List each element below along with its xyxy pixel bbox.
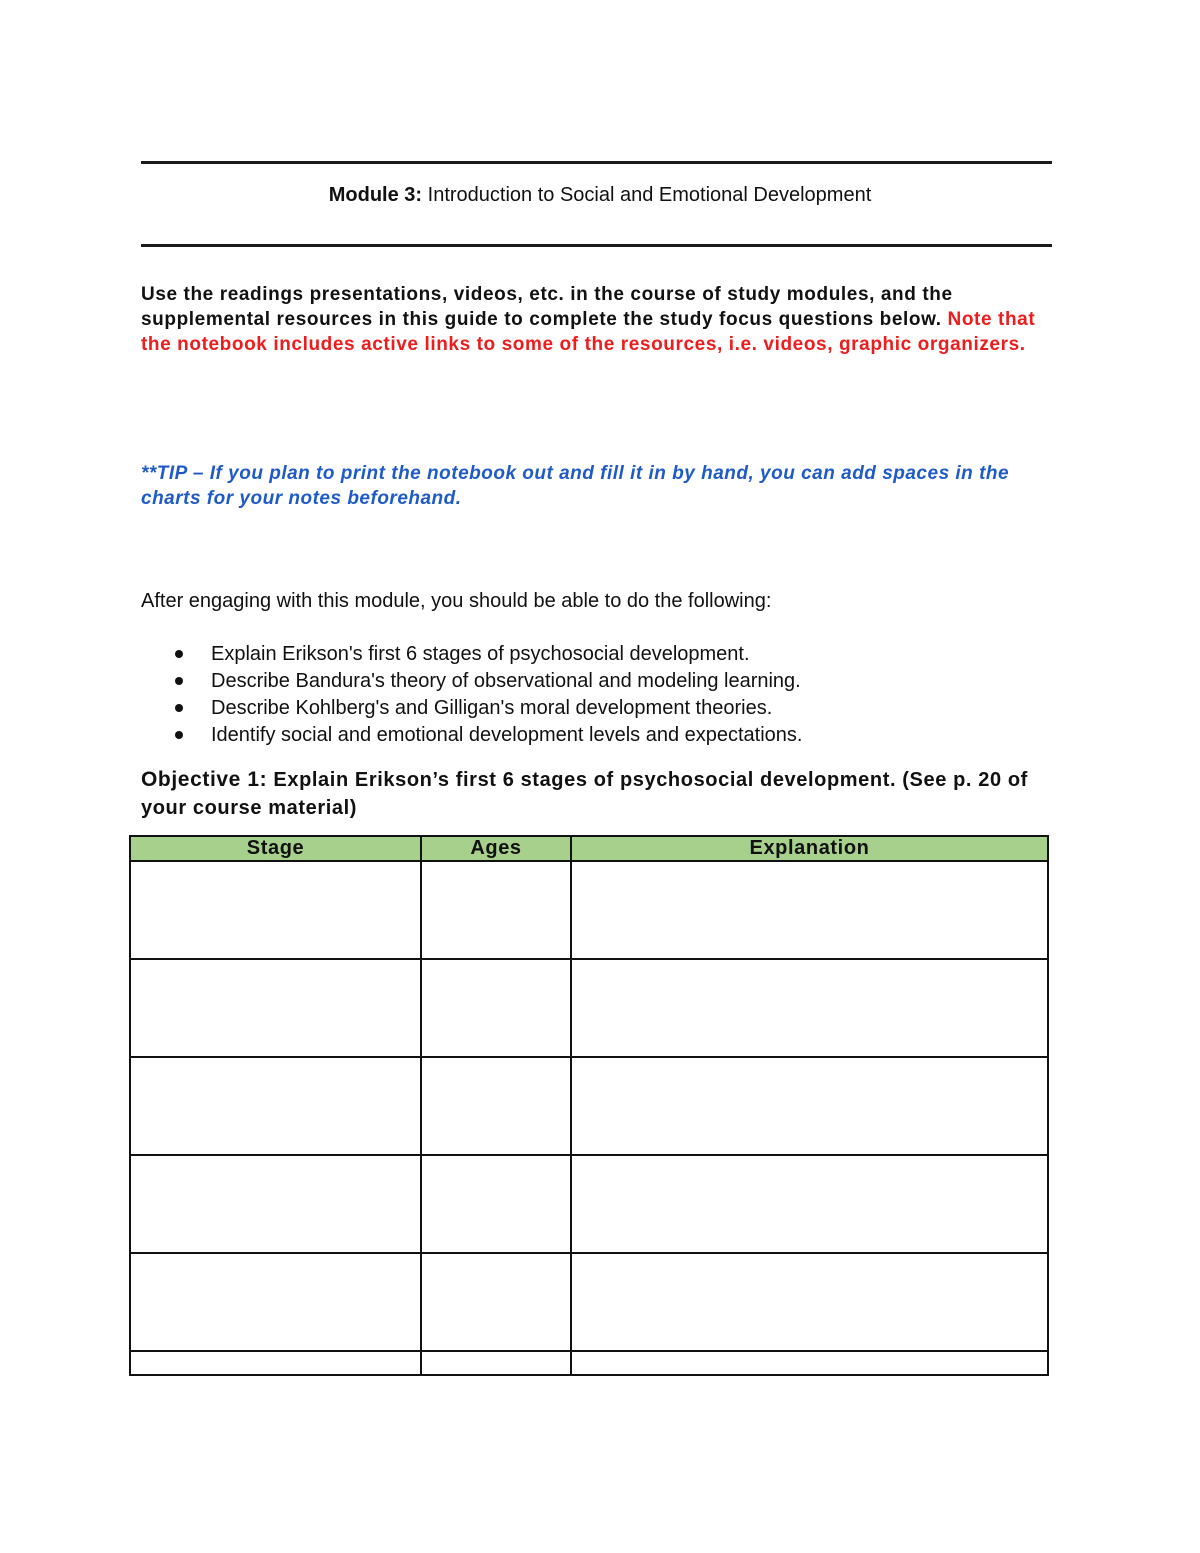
- ages-cell[interactable]: [421, 1253, 571, 1351]
- tip-paragraph: **TIP – If you plan to print the notebook out and fill it in by hand, you can add spaces in the charts for your notes beforehand.: [141, 463, 1010, 509]
- stage-cell[interactable]: [130, 1253, 421, 1351]
- module-label: Module 3:: [328, 184, 423, 206]
- table-row: [130, 1351, 1048, 1375]
- explanation-cell[interactable]: [571, 1155, 1048, 1253]
- objectives-lead: After engaging with this module, you should be able to do the following:: [141, 590, 772, 612]
- explanation-cell[interactable]: [571, 1057, 1048, 1155]
- list-item: [141, 696, 802, 723]
- ages-cell[interactable]: [421, 1057, 571, 1155]
- bullet-icon: [175, 650, 183, 658]
- bullet-icon: [175, 731, 183, 739]
- ages-cell[interactable]: [421, 1351, 571, 1375]
- stage-cell[interactable]: [130, 1057, 421, 1155]
- list-item: [141, 669, 802, 696]
- bottom-divider: [141, 244, 1052, 247]
- explanation-cell[interactable]: [571, 861, 1048, 959]
- list-item: [141, 642, 802, 669]
- explanation-cell[interactable]: [571, 959, 1048, 1057]
- table-row: [130, 1253, 1048, 1351]
- intro-paragraph: [141, 282, 1061, 357]
- intro-instructions: Use the readings presentations, videos, etc. in the course of study modules, and the supplemental resources in this guide to complete the study focus questions below.: [141, 284, 953, 330]
- column-header-ages: Ages: [421, 836, 571, 861]
- table-row: [130, 1057, 1048, 1155]
- list-item-text: Describe Bandura's theory of observational and modeling learning.: [211, 670, 801, 692]
- table-row: [130, 1155, 1048, 1253]
- stage-cell[interactable]: [130, 959, 421, 1057]
- list-item: [141, 723, 802, 750]
- explanation-cell[interactable]: [571, 1253, 1048, 1351]
- list-item-text: Describe Kohlberg's and Gilligan's moral development theories.: [211, 697, 773, 719]
- column-header-stage: Stage: [130, 836, 421, 861]
- table-header-row: [130, 836, 1048, 861]
- explanation-cell[interactable]: [571, 1351, 1048, 1375]
- objective-1-heading: [141, 766, 1071, 822]
- module-title: [0, 184, 1200, 207]
- list-item-text: Identify social and emotional development levels and expectations.: [211, 724, 803, 746]
- ages-cell[interactable]: [421, 861, 571, 959]
- list-item-text: Explain Erikson's first 6 stages of psychosocial development.: [211, 643, 750, 665]
- table-row: [130, 861, 1048, 959]
- objectives-list: [141, 642, 802, 750]
- module-title-text: Introduction to Social and Emotional Development: [427, 184, 872, 206]
- bullet-icon: [175, 704, 183, 712]
- erikson-stages-table: [129, 835, 1049, 1376]
- ages-cell[interactable]: [421, 1155, 571, 1253]
- column-header-explanation: Explanation: [571, 836, 1048, 861]
- stage-cell[interactable]: [130, 1155, 421, 1253]
- stage-cell[interactable]: [130, 861, 421, 959]
- ages-cell[interactable]: [421, 959, 571, 1057]
- bullet-icon: [175, 677, 183, 685]
- objective-1-label: Objective 1:: [141, 768, 268, 791]
- intro-note: Note that the notebook includes active links to some of the resources, i.e. videos, graphic organizers.: [141, 309, 1036, 355]
- table-row: [130, 959, 1048, 1057]
- objective-1-text: Explain Erikson’s first 6 stages of psychosocial development. (See p. 20 of your course material): [141, 769, 1028, 819]
- top-divider: [141, 161, 1052, 164]
- stage-cell[interactable]: [130, 1351, 421, 1375]
